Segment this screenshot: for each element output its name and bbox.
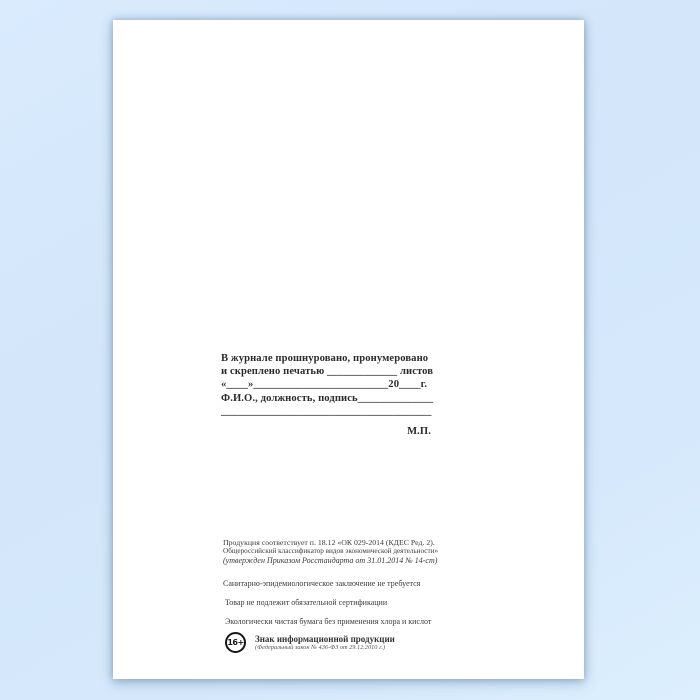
age-mark-law: (Федеральный закон № 436-ФЗ от 29.12.2010 г.) — [255, 644, 386, 651]
stitch-line-5: _______________________________________ — [221, 405, 432, 417]
classifier-line-2: Общероссийский классификатор видов экономической деятельности» — [223, 547, 439, 555]
stitch-line-3: «____»_________________________20____г. — [221, 379, 428, 391]
certification-note: Товар не подлежит обязательной сертификации — [225, 597, 388, 607]
seal-place-label: М.П. — [407, 426, 431, 438]
journal-back-page — [113, 20, 584, 679]
age-badge-label: 16+ — [227, 638, 244, 647]
sanitary-note: Санитарно-эпидемиологическое заключение не требуется — [223, 579, 421, 589]
age-16-badge-icon — [225, 632, 246, 653]
age-mark-text — [255, 634, 395, 652]
age-mark-row — [225, 632, 463, 653]
compliance-block — [223, 538, 463, 653]
age-mark-title: Знак информационной продукции — [255, 633, 395, 644]
stitch-line-1: В журнале прошнуровано, пронумеровано — [221, 353, 429, 364]
eco-note: Экологически чистая бумага без применения хлора и кислот — [225, 616, 432, 626]
classifier-line-1: Продукция соответствует п. 18.12 «ОК 029-2014 (КДЕС Ред. 2). — [223, 538, 435, 547]
stitch-line-4: Ф.И.О., должность, подпись______________ — [221, 392, 434, 404]
stitch-line-2: и скреплено печатью _____________ листов — [221, 366, 434, 378]
stitch-certification-block — [221, 352, 437, 438]
classifier-line-3: (утвержден Приказом Росстандарта от 31.01.2014 № 14-ст) — [223, 555, 438, 565]
